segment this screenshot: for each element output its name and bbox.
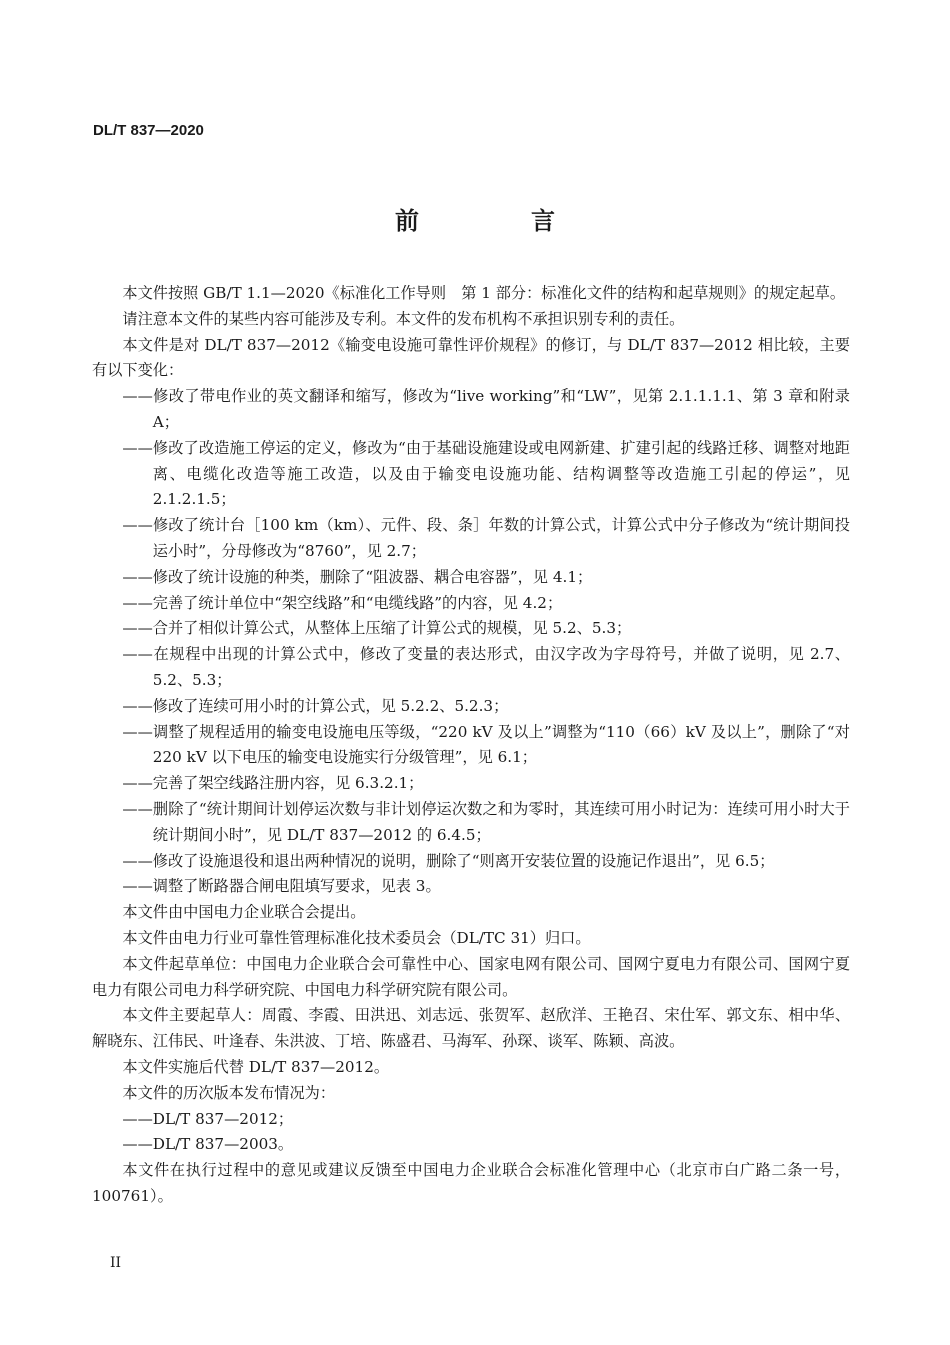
paragraph: 本文件的历次版本发布情况为： (122, 1083, 336, 1102)
change-item: ——在规程中出现的计算公式中，修改了变量的表达形式，由汉字改为字母符号，并做了说明，见 2.7、5.2、5.3； (122, 645, 850, 689)
paragraph: 请注意本文件的某些内容可能涉及专利。本文件的发布机构不承担识别专利的责任。 (122, 309, 685, 328)
page-number: II (110, 1255, 122, 1271)
document-code: DL/T 837—2020 (93, 122, 204, 139)
change-item: ——删除了“统计期间计划停运次数与非计划停运次数之和为零时，其连续可用小时记为：连续可用小时大于统计期间小时”，见 DL/T 837—2012 的 6.4.5； (122, 799, 850, 844)
change-item: ——调整了规程适用的输变电设施电压等级，“220 kV 及以上”调整为“110（66）kV 及以上”，删除了“对 220 kV 以下电压的输变电设施实行分级管理”，见 6.1； (122, 722, 850, 767)
paragraph: 本文件按照 GB/T 1.1—2020《标准化工作导则 第 1 部分：标准化文件的结构和起草规则》的规定起草。 (122, 284, 846, 302)
history-item: ——DL/T 837—2012； (122, 1109, 294, 1128)
change-item: ——修改了统计台［100 km（km）、元件、段、条］年数的计算公式，计算公式中分子修改为“统计期间投运小时”，分母修改为“8760”，见 2.7； (122, 516, 850, 560)
change-item: ——修改了连续可用小时的计算公式，见 5.2.2、5.2.3； (122, 696, 509, 715)
paragraph: 本文件由电力行业可靠性管理标准化技术委员会（DL/TC 31）归口。 (122, 928, 591, 947)
document-body (92, 281, 850, 1210)
paragraph: 本文件由中国电力企业联合会提出。 (122, 903, 366, 922)
paragraph: 本文件在执行过程中的意见或建议反馈至中国电力企业联合会标准化管理中心（北京市白广路二条一号，100761）。 (92, 1161, 850, 1205)
change-item: ——合并了相似计算公式，从整体上压缩了计算公式的规模，见 5.2、5.3； (122, 619, 632, 638)
change-item: ——修改了带电作业的英文翻译和缩写，修改为“live working”和“LW”，见第 2.1.1.1.1、第 3 章和附录 A； (122, 387, 850, 431)
paragraph: 本文件实施后代替 DL/T 837—2012。 (122, 1057, 390, 1076)
change-item: ——完善了统计单位中“架空线路”和“电缆线路”的内容，见 4.2； (122, 593, 563, 612)
change-item: ——修改了统计设施的种类，删除了“阻波器、耦合电容器”，见 4.1； (122, 567, 593, 586)
history-item: ——DL/T 837—2003。 (122, 1135, 294, 1154)
change-item: ——修改了改造施工停运的定义，修改为“由于基础设施建设或电网新建、扩建引起的线路迁移、调整对地距离、电缆化改造等施工改造，以及由于输变电设施功能、结构调整等改造施工引起的停运”，见 2.1.2.1.5； (122, 438, 850, 509)
change-item: ——完善了架空线路注册内容，见 6.3.2.1； (122, 774, 424, 793)
change-item: ——修改了设施退役和退出两种情况的说明，删除了“则离开安装位置的设施记作退出”，见 6.5； (122, 851, 775, 870)
page-title: 前 言 (395, 207, 599, 235)
paragraph: 本文件起草单位：中国电力企业联合会可靠性中心、国家电网有限公司、国网宁夏电力有限公司、国网宁夏电力有限公司电力科学研究院、中国电力科学研究院有限公司。 (92, 954, 850, 999)
paragraph: 本文件主要起草人：周霞、李霞、田洪迅、刘志远、张贺军、赵欣洋、王艳召、宋仕军、郭文东、相中华、解晓东、江伟民、叶逢春、朱洪波、丁培、陈盛君、马海军、孙琛、谈军、陈颖、高波。 (92, 1006, 850, 1051)
paragraph: 本文件是对 DL/T 837—2012《输变电设施可靠性评价规程》的修订，与 DL/T 837—2012 相比较，主要有以下变化： (92, 335, 850, 380)
change-item: ——调整了断路器合闸电阻填写要求，见表 3。 (122, 877, 441, 896)
